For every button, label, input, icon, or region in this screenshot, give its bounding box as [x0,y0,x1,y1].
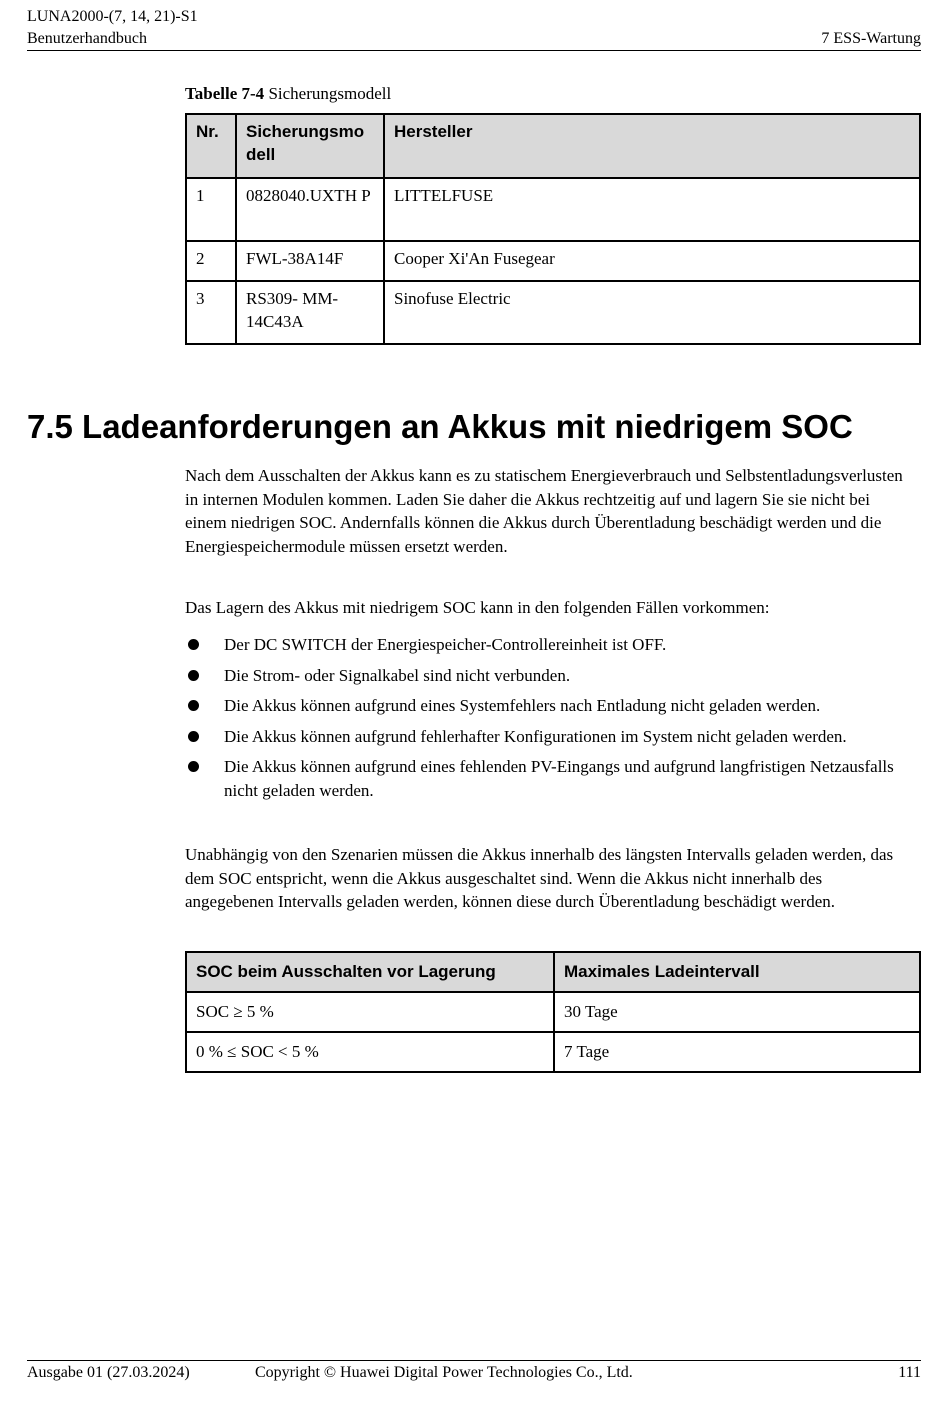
caption-label: Tabelle 7-4 [185,84,265,103]
column-header-model: Sicherungsmo dell [236,114,384,178]
cell-manufacturer: Cooper Xi'An Fusegear [384,241,920,281]
table-row [186,992,920,1032]
bullet-icon [188,700,199,711]
page-header [27,6,921,51]
column-header-manufacturer: Hersteller [384,114,920,178]
bullet-icon [188,761,199,772]
section-heading: 7.5 Ladeanforderungen an Akkus mit niedrigem SOC [27,408,853,445]
list-item [185,725,915,749]
table-row [186,281,920,344]
cases-intro-paragraph: Das Lagern des Akkus mit niedrigem SOC kann in den folgenden Fällen vorkommen: [185,598,770,617]
table-row [186,1032,920,1072]
bullet-icon [188,670,199,681]
table-row [186,178,920,241]
list-item-text: Der DC SWITCH der Energiespeicher-Controllereinheit ist OFF. [224,635,667,654]
product-name: LUNA2000-(7, 14, 21)-S1 [27,8,198,25]
list-item-text: Die Strom- oder Signalkabel sind nicht verbunden. [224,665,571,685]
soc-interval-table [185,951,921,1073]
page-footer [27,1360,921,1390]
table-header-row [186,952,920,992]
cell-nr: 1 [186,178,236,241]
bullet-icon [188,639,199,650]
column-header-interval: Maximales Ladeintervall [554,952,920,992]
edition-info: Ausgabe 01 (27.03.2024) [27,1364,190,1381]
cell-manufacturer: LITTELFUSE [384,178,920,241]
fuse-model-table [185,113,921,345]
cases-list [185,633,915,809]
table-row [186,241,920,281]
cell-model: FWL-38A14F [236,241,384,281]
page-number: 111 [898,1364,921,1381]
column-header-nr: Nr. [186,114,236,178]
bullet-icon [188,731,199,742]
header-left [27,6,198,50]
list-item-text: Die Akkus können aufgrund eines Systemfehlers nach Entladung nicht geladen werden. [224,696,821,715]
cell-interval: 30 Tage [554,992,920,1032]
copyright-notice: Copyright © Huawei Digital Power Technologies Co., Ltd. [255,1364,633,1381]
fuse-table-caption [185,82,391,106]
document-type: Benutzerhandbuch [27,30,147,47]
chapter-title: 7 ESS-Wartung [821,30,921,47]
list-item [185,755,915,802]
column-header-soc: SOC beim Ausschalten vor Lagerung [186,952,554,992]
caption-text: Sicherungsmodell [264,84,392,103]
list-item [185,694,915,718]
cell-model: RS309- MM-14C43A [236,281,384,344]
list-item [185,664,915,688]
cell-nr: 3 [186,281,236,344]
intro-paragraph: Nach dem Ausschalten der Akkus kann es zu statischem Energieverbrauch und Selbstentladungsverlusten in internen Modulen kommen. Laden Sie daher die Akkus rechtzeitig auf und lagern Sie sie nicht bei einem niedrigen SOC. Andernfalls können die Akkus durch Überentladung beschädigt werden und die Energiespeichermodule müssen ersetzt werden. [185,466,903,556]
list-item-text: Die Akkus können aufgrund eines fehlenden PV-Eingangs und aufgrund langfristigen Netzausfalls nicht geladen werden. [224,757,894,800]
cell-manufacturer: Sinofuse Electric [384,281,920,344]
cell-soc: SOC ≥ 5 % [186,992,554,1032]
list-item [185,633,915,657]
cell-soc: 0 % ≤ SOC < 5 % [186,1032,554,1072]
cell-model: 0828040.UXTH P [236,178,384,241]
cell-nr: 2 [186,241,236,281]
table-header-row [186,114,920,178]
list-item-text: Die Akkus können aufgrund fehlerhafter Konfigurationen im System nicht geladen werden. [224,726,847,746]
charging-interval-paragraph: Unabhängig von den Szenarien müssen die Akkus innerhalb des längsten Intervalls geladen werden, das dem SOC entspricht, wenn die Akkus ausgeschaltet sind. Wenn die Akkus nicht innerhalb des angegebenen Intervalls geladen werden, können diese durch Überentladung beschädigt werden. [185,845,894,911]
cell-interval: 7 Tage [554,1032,920,1072]
